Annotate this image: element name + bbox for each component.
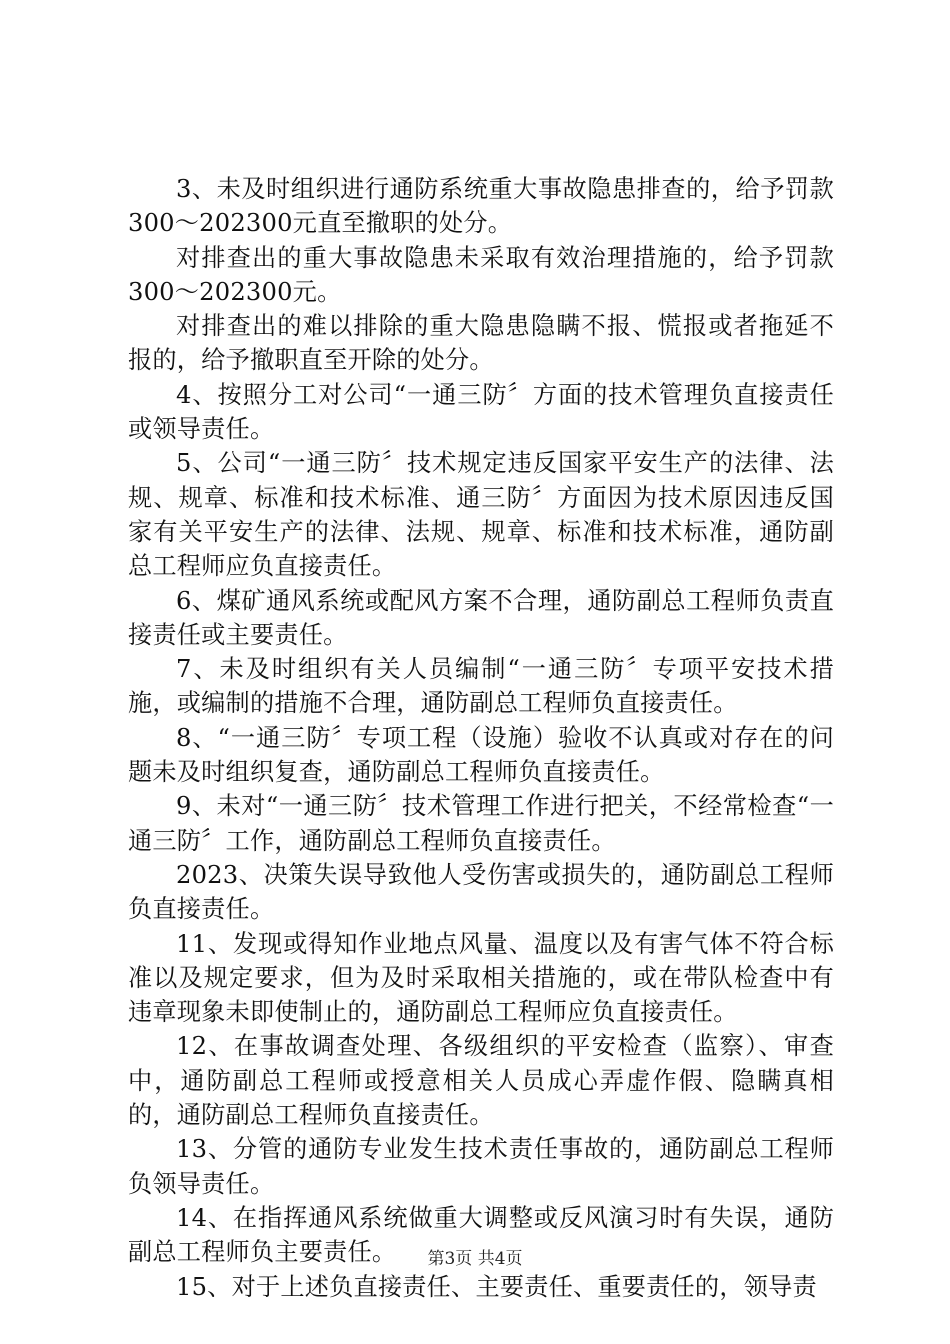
paragraph: 12、在事故调查处理、各级组织的平安检查（监察）、审查中，通防副总工程师或授意相关人员成心弄虚作假、隐瞒真相的，通防副总工程师负直接责任。 <box>128 1032 834 1130</box>
paragraph: 5、公司“一通三防〞技术规定违反国家平安生产的法律、法规、规章、标准和技术标准、通三防〞方面因为技术原因违反国家有关平安生产的法律、法规、规章、标准和技术标准，通防副总工程师应负直接责任。 <box>128 449 834 581</box>
paragraph: 13、分管的通防专业发生技术责任事故的，通防副总工程师负领导责任。 <box>128 1135 834 1198</box>
document-body <box>128 172 834 1304</box>
paragraph: 11、发现或得知作业地点风量、温度以及有害气体不符合标准以及规定要求，但为及时采取相关措施的，或在带队检查中有违章现象未即使制止的，通防副总工程师应负直接责任。 <box>128 929 834 1027</box>
paragraph: 8、“一通三防〞专项工程（设施）验收不认真或对存在的问题未及时组织复查，通防副总工程师负直接责任。 <box>128 723 834 787</box>
paragraph: 9、未对“一通三防〞技术管理工作进行把关，不经常检查“一通三防〞工作，通防副总工程师负直接责任。 <box>128 792 834 855</box>
paragraph: 7、未及时组织有关人员编制“一通三防〞专项平安技术措施，或编制的措施不合理，通防副总工程师负直接责任。 <box>128 655 834 718</box>
paragraph: 对排查出的重大事故隐患未采取有效治理措施的，给予罚款300～202300元。 <box>128 243 834 306</box>
paragraph: 对排查出的难以排除的重大隐患隐瞒不报、慌报或者拖延不报的，给予撤职直至开除的处分。 <box>128 312 834 375</box>
paragraph: 3、未及时组织进行通防系统重大事故隐患排查的，给予罚款300～202300元直至撤职的处分。 <box>128 175 834 238</box>
paragraph: 15、对于上述负直接责任、主要责任、重要责任的，领导责 <box>176 1272 817 1301</box>
paragraph: 4、按照分工对公司“一通三防〞方面的技术管理负直接责任或领导责任。 <box>128 380 834 444</box>
page-number-footer: 第3页 共4页 <box>427 1249 523 1269</box>
paragraph: 2023、决策失误导致他人受伤害或损失的，通防副总工程师负直接责任。 <box>128 860 834 924</box>
paragraph: 14、在指挥通风系统做重大调整或反风演习时有失误，通防副总工程师负主要责任。 <box>128 1203 834 1267</box>
paragraph: 6、煤矿通风系统或配风方案不合理，通防副总工程师负责直接责任或主要责任。 <box>128 586 834 649</box>
